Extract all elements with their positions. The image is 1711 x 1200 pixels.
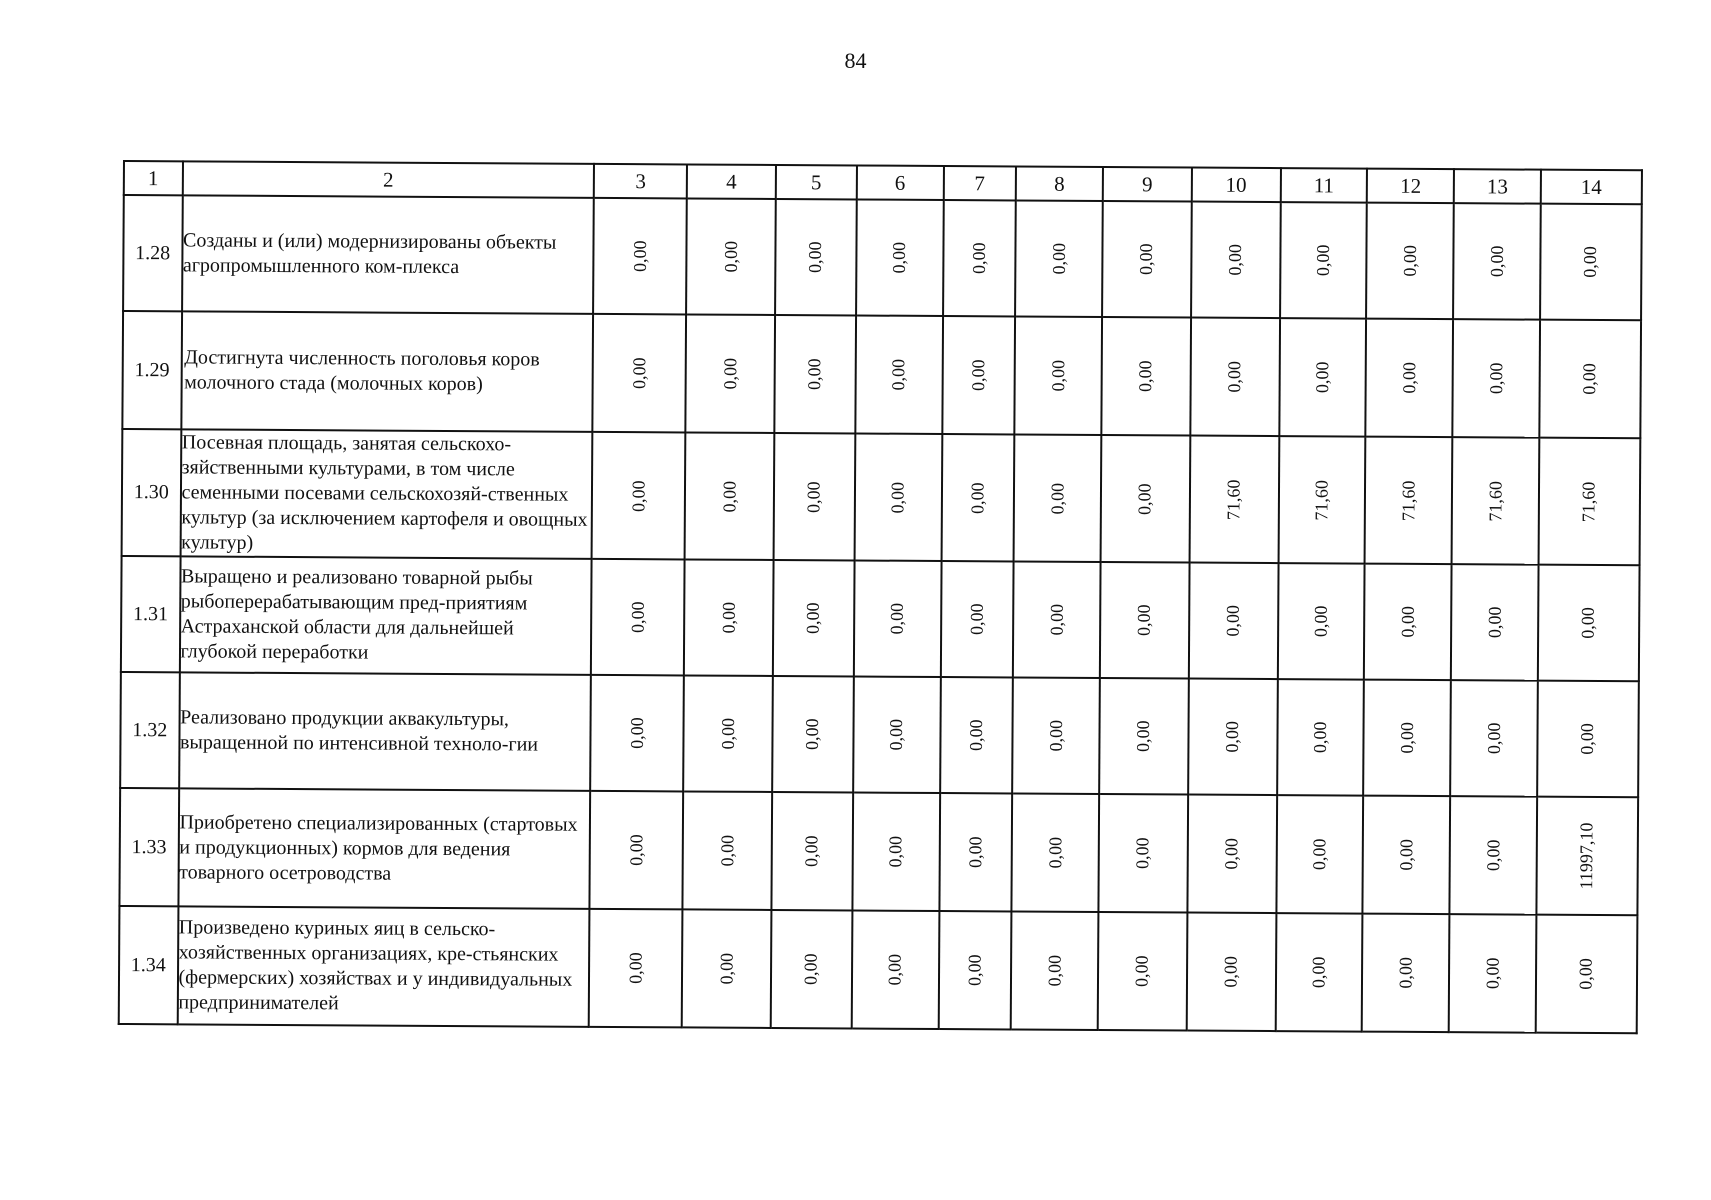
cell-value: 0,00 <box>967 359 989 392</box>
cell-value: 0,00 <box>716 834 737 867</box>
value-cell <box>1189 563 1279 680</box>
cell-value: 0,00 <box>626 717 647 749</box>
value-cell <box>941 434 1014 561</box>
value-cell <box>1190 318 1280 437</box>
column-header: 7 <box>943 166 1016 200</box>
value-cell <box>1364 564 1452 681</box>
value-cell <box>683 791 773 910</box>
cell-value: 0,00 <box>805 241 826 274</box>
cell-value: 0,00 <box>720 240 741 273</box>
cell-value: 0,00 <box>718 480 740 513</box>
cell-value: 0,00 <box>1312 244 1333 277</box>
cell-value: 0,00 <box>965 719 986 752</box>
row-number: 1.29 <box>122 311 181 429</box>
value-cell <box>1365 437 1453 565</box>
cell-value: 0,00 <box>625 952 646 984</box>
value-cell <box>1277 563 1365 680</box>
value-cell <box>774 433 856 560</box>
value-cell <box>1536 915 1638 1034</box>
cell-value: 0,00 <box>1135 360 1156 393</box>
table-row <box>122 311 1641 438</box>
cell-value: 11997,10 <box>1576 822 1597 890</box>
value-cell <box>683 675 773 792</box>
cell-value: 0,00 <box>1482 839 1503 872</box>
row-description: Созданы и (или) модернизированы объекты агропромышленного ком-плекса <box>182 195 594 314</box>
value-cell <box>590 791 684 910</box>
column-header: 8 <box>1016 166 1103 201</box>
cell-value: 0,00 <box>628 357 650 389</box>
table-row <box>121 556 1640 681</box>
value-cell <box>1101 317 1191 436</box>
cell-value: 0,00 <box>1133 604 1155 637</box>
cell-value: 0,00 <box>1047 359 1068 392</box>
cell-value: 0,00 <box>1308 956 1329 989</box>
cell-value: 0,00 <box>1485 362 1506 395</box>
cell-value: 0,00 <box>964 954 985 987</box>
cell-value: 0,00 <box>886 718 907 751</box>
cell-value: 0,00 <box>965 836 986 869</box>
value-cell <box>1452 437 1540 565</box>
cell-value: 0,00 <box>802 602 824 635</box>
cell-value: 0,00 <box>1132 837 1153 870</box>
value-cell <box>1537 681 1639 798</box>
value-cell <box>771 792 852 910</box>
cell-value: 0,00 <box>1395 957 1416 989</box>
cell-value: 0,00 <box>627 601 648 633</box>
cell-value: 0,00 <box>625 834 647 866</box>
column-header: 5 <box>776 165 857 199</box>
value-cell <box>1364 680 1452 797</box>
value-cell <box>1450 796 1538 915</box>
value-cell <box>1280 202 1368 319</box>
cell-value: 71,60 <box>1223 478 1244 520</box>
value-cell <box>589 909 683 1028</box>
cell-value: 0,00 <box>967 481 988 514</box>
cell-value: 0,00 <box>1044 836 1065 869</box>
cell-value: 0,00 <box>628 479 649 512</box>
cell-value: 0,00 <box>1484 606 1505 639</box>
column-header: 3 <box>594 164 687 199</box>
value-cell <box>1100 562 1190 679</box>
value-cell <box>1101 435 1191 563</box>
cell-value: 0,00 <box>1309 838 1330 871</box>
value-cell <box>1450 680 1538 797</box>
cell-value: 0,00 <box>718 601 739 634</box>
cell-value: 71,60 <box>1578 481 1600 522</box>
column-header: 12 <box>1367 169 1454 204</box>
value-cell <box>1449 914 1537 1033</box>
cell-value: 0,00 <box>801 835 822 868</box>
value-cell <box>591 559 685 676</box>
row-number: 1.32 <box>120 672 179 788</box>
value-cell <box>1539 438 1641 566</box>
column-header: 1 <box>124 161 183 195</box>
cell-value: 0,00 <box>887 481 908 514</box>
value-cell <box>592 432 686 560</box>
cell-value: 0,00 <box>886 602 907 635</box>
table-row <box>122 429 1641 565</box>
cell-value: 0,00 <box>1397 606 1418 638</box>
value-cell <box>1186 913 1276 1032</box>
row-number: 1.31 <box>121 556 180 672</box>
cell-value: 0,00 <box>1045 719 1066 752</box>
cell-value: 0,00 <box>1310 605 1331 638</box>
value-cell <box>854 560 942 677</box>
column-header: 13 <box>1454 169 1541 204</box>
cell-value: 0,00 <box>719 357 740 390</box>
cell-value: 0,00 <box>1133 720 1154 753</box>
value-cell <box>684 559 774 676</box>
cell-value: 0,00 <box>885 835 906 868</box>
value-cell <box>854 433 942 561</box>
value-cell <box>1277 679 1365 796</box>
value-cell <box>771 910 852 1028</box>
value-cell <box>1012 677 1100 794</box>
value-cell <box>1015 316 1103 435</box>
value-cell <box>682 909 772 1028</box>
value-cell <box>1539 320 1641 439</box>
cell-value: 0,00 <box>1048 242 1069 275</box>
cell-value: 0,00 <box>968 242 989 275</box>
cell-value: 0,00 <box>1578 607 1599 639</box>
value-cell <box>1363 796 1451 915</box>
cell-value: 71,60 <box>1311 479 1332 521</box>
value-cell <box>1188 679 1278 796</box>
value-cell <box>943 200 1016 316</box>
value-cell <box>1275 913 1363 1032</box>
cell-value: 0,00 <box>1220 955 1241 988</box>
value-cell <box>1362 914 1450 1033</box>
column-header: 10 <box>1192 168 1281 203</box>
value-cell <box>851 910 939 1029</box>
cell-value: 0,00 <box>1395 839 1417 871</box>
cell-value: 0,00 <box>1134 482 1155 515</box>
value-cell <box>1098 794 1188 913</box>
cell-value: 0,00 <box>1046 603 1067 636</box>
cell-value: 0,00 <box>1482 957 1503 990</box>
value-cell <box>939 793 1012 911</box>
table-row <box>119 788 1638 915</box>
cell-value: 0,00 <box>966 603 987 636</box>
value-cell <box>686 314 776 433</box>
value-cell <box>772 676 853 792</box>
value-cell <box>1011 911 1099 1030</box>
cell-value: 71,60 <box>1484 480 1506 522</box>
value-cell <box>686 198 776 315</box>
value-cell <box>1540 204 1642 321</box>
value-cell <box>1099 678 1189 795</box>
value-cell <box>1366 203 1454 320</box>
value-cell <box>1015 200 1103 317</box>
value-cell <box>1536 797 1638 916</box>
value-cell <box>1098 912 1188 1031</box>
value-cell <box>853 676 941 793</box>
column-header: 14 <box>1541 170 1642 205</box>
cell-value: 71,60 <box>1398 480 1419 521</box>
value-cell <box>1278 436 1366 564</box>
page-number: 84 <box>844 48 867 73</box>
cell-value: 0,00 <box>1483 722 1504 755</box>
cell-value: 0,00 <box>1221 837 1242 870</box>
value-cell <box>1013 561 1101 678</box>
cell-value: 0,00 <box>1225 243 1246 276</box>
value-cell <box>1189 436 1279 564</box>
cell-value: 0,00 <box>802 718 823 751</box>
cell-value: 0,00 <box>1396 722 1417 754</box>
value-cell <box>1014 434 1102 562</box>
cell-value: 0,00 <box>888 358 909 391</box>
table-row <box>120 672 1639 797</box>
column-header: 11 <box>1280 168 1367 203</box>
cell-value: 0,00 <box>1312 361 1333 394</box>
value-cell <box>938 911 1011 1029</box>
value-cell <box>1191 202 1281 319</box>
cell-value: 0,00 <box>804 358 825 391</box>
value-cell <box>774 315 855 433</box>
cell-value: 0,00 <box>1224 360 1245 393</box>
cell-value: 0,00 <box>1044 954 1065 987</box>
cell-value: 0,00 <box>1046 482 1068 515</box>
value-cell <box>1279 318 1367 437</box>
row-number: 1.33 <box>119 788 178 906</box>
indicators-table <box>118 160 1643 1034</box>
value-cell <box>1276 795 1364 914</box>
value-cell <box>852 792 940 911</box>
cell-value: 0,00 <box>629 240 650 272</box>
value-cell <box>775 199 856 315</box>
cell-value: 0,00 <box>1131 955 1153 988</box>
row-description: Выращено и реализовано товарной рыбы рыбоперерабатывающим пред-приятиям Астраханской области для дальнейшей глубокой переработки <box>179 556 591 675</box>
row-description: Произведено куриных яиц в сельско-хозяйственных организациях, кре-стьянских (фермерских) хозяйствах и у индивидуальных предпринимателей <box>177 906 590 1027</box>
column-header: 2 <box>182 161 594 198</box>
cell-value: 0,00 <box>717 717 738 750</box>
cell-value: 0,00 <box>1399 245 1420 277</box>
value-cell <box>1012 793 1100 912</box>
value-cell <box>1538 565 1640 682</box>
row-number: 1.30 <box>122 429 181 556</box>
cell-value: 0,00 <box>888 241 910 274</box>
table-row <box>123 195 1642 320</box>
cell-value: 0,00 <box>1222 720 1243 753</box>
value-cell <box>593 314 687 433</box>
value-cell <box>942 316 1015 434</box>
row-description: Реализовано продукции аквакультуры, выращенной по интенсивной техноло-гии <box>179 672 591 791</box>
value-cell <box>1453 319 1541 438</box>
value-cell <box>1453 203 1541 320</box>
row-description: Посевная площадь, занятая сельскохо-зяйственными культурами, в том числе семенными посевами сельскохозяй-ственных культур (за исключением картофеля и овощных культур) <box>180 429 593 559</box>
value-cell <box>1187 795 1277 914</box>
value-cell <box>856 199 944 316</box>
column-header: 9 <box>1103 167 1192 202</box>
table-row <box>119 906 1638 1033</box>
cell-value: 0,00 <box>1398 362 1420 394</box>
column-header: 6 <box>856 165 943 200</box>
cell-value: 0,00 <box>1579 363 1600 395</box>
cell-value: 0,00 <box>716 952 737 985</box>
cell-value: 0,00 <box>884 953 905 986</box>
cell-value: 0,00 <box>1136 243 1157 276</box>
value-cell <box>855 315 943 434</box>
value-cell <box>685 432 775 560</box>
cell-value: 0,00 <box>1486 245 1507 278</box>
cell-value: 0,00 <box>800 953 822 986</box>
value-cell <box>593 198 687 315</box>
value-cell <box>1451 564 1539 681</box>
row-description: Приобретено специализированных (стартовых и продукционных) кормов для ведения товарного осетроводства <box>178 788 591 909</box>
value-cell <box>590 675 684 792</box>
cell-value: 0,00 <box>1309 721 1331 754</box>
row-number: 1.34 <box>119 906 178 1024</box>
value-cell <box>940 677 1013 793</box>
row-number: 1.28 <box>123 195 182 311</box>
row-description: Достигнута численность поголовья коров молочного стада (молочных коров) <box>181 311 594 432</box>
value-cell <box>1102 201 1192 318</box>
value-cell <box>1366 319 1454 438</box>
value-cell <box>940 561 1013 677</box>
value-cell <box>773 560 854 676</box>
column-header: 4 <box>687 164 776 199</box>
cell-value: 0,00 <box>1577 723 1598 755</box>
cell-value: 0,00 <box>1580 246 1601 278</box>
cell-value: 0,00 <box>1575 958 1597 990</box>
cell-value: 0,00 <box>803 480 824 513</box>
cell-value: 0,00 <box>1222 604 1243 637</box>
